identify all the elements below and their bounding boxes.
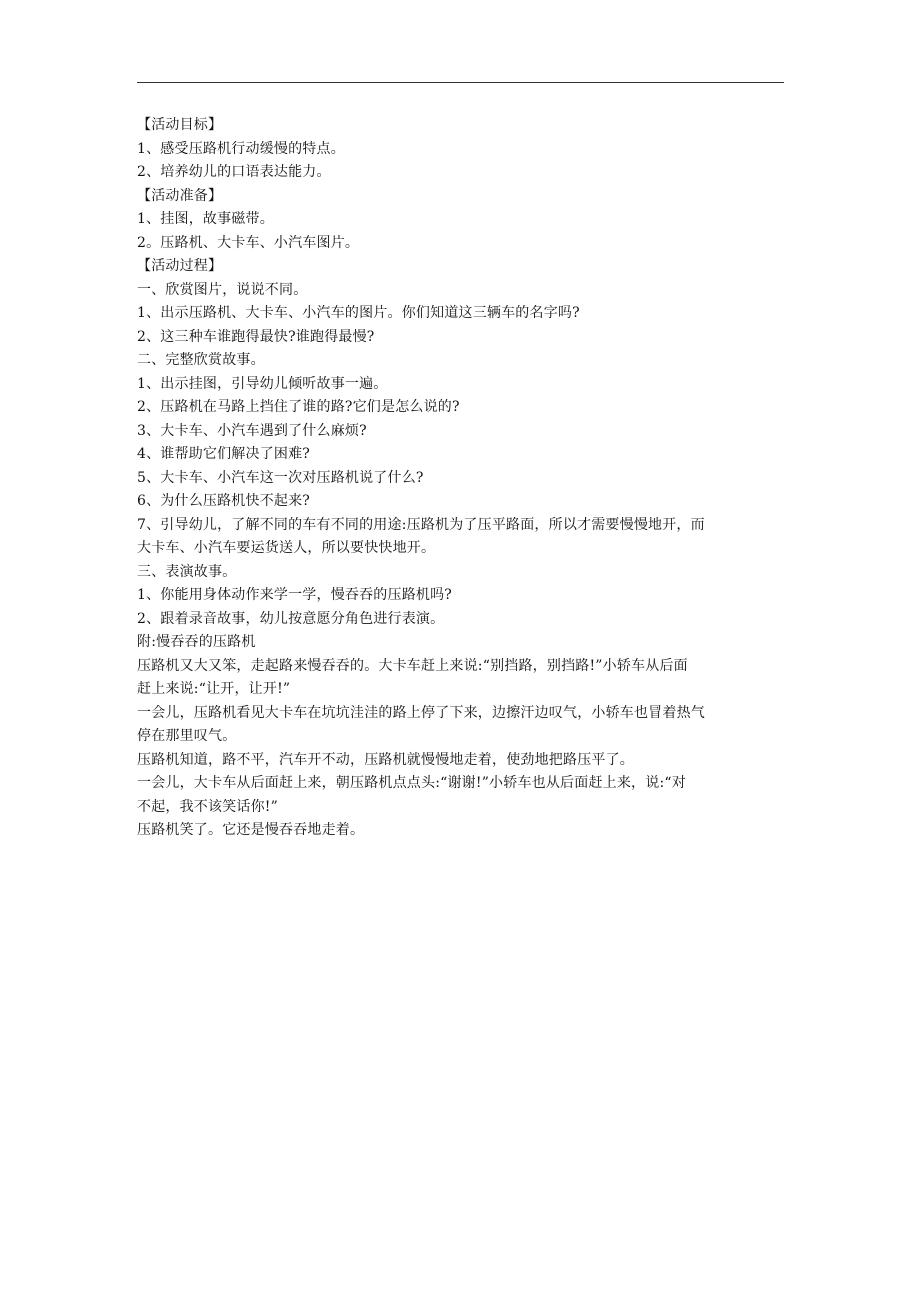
header-rule [137,82,784,83]
text-line: 2、跟着录音故事，幼儿按意愿分角色进行表演。 [137,610,445,627]
text-line: 7、引导幼儿，了解不同的车有不同的用途:压路机为了压平路面，所以才需要慢慢地开，而 [137,516,705,533]
document-body [137,114,797,843]
text-line: 一、欣赏图片，说说不同。 [137,281,308,298]
text-line: 【活动目标】 [137,117,223,133]
text-line: 赶上来说:“让开，让开!” [137,681,291,697]
text-line: 5、大卡车、小汽车这一次对压路机说了什么? [137,469,424,486]
text-line: 不起，我不该笑话你!” [137,798,278,815]
text-line: 一会儿，大卡车从后面赶上来，朝压路机点点头:“谢谢!”小轿车也从后面赶上来，说:“对 [137,775,686,791]
text-line: 大卡车、小汽车要运货送人，所以要快快地开。 [137,540,436,556]
text-line: 停在那里叹气。 [137,728,237,744]
text-line: 4、谁帮助它们解决了困难? [137,446,311,462]
text-line: 1、你能用身体动作来学一学，慢吞吞的压路机吗? [137,587,453,603]
text-line: 附:慢吞吞的压路机 [137,634,256,650]
text-line: 压路机又大又笨，走起路来慢吞吞的。大卡车赶上来说:“别挡路，别挡路!”小轿车从后面 [137,657,688,674]
text-line: 【活动准备】 [137,187,223,204]
text-line: 2、压路机在马路上挡住了谁的路?它们是怎么说的? [137,399,460,415]
text-line: 二、完整欣赏故事。 [137,352,265,368]
text-line: 一会儿，压路机看见大卡车在坑坑洼洼的路上停了下来，边擦汗边叹气，小轿车也冒着热气 [137,704,705,721]
text-line: 压路机笑了。它还是慢吞吞地走着。 [137,822,365,838]
text-line: 1、感受压路机行动缓慢的特点。 [137,140,345,157]
text-line: 1、出示压路机、大卡车、小汽车的图片。你们知道这三辆车的名字吗? [137,305,580,321]
text-line: 三、表演故事。 [137,563,237,580]
text-line: 2、培养幼儿的口语表达能力。 [137,164,331,180]
text-line: 压路机知道，路不平，汽车开不动，压路机就慢慢地走着，使劲地把路压平了。 [137,751,634,768]
text-line: 2。压路机、大卡车、小汽车图片。 [137,234,360,251]
text-line: 1、挂图，故事磁带。 [137,211,274,227]
text-line: 1、出示挂图，引导幼儿倾听故事一遍。 [137,375,388,392]
text-line: 3、大卡车、小汽车遇到了什么麻烦? [137,422,367,439]
text-line: 【活动过程】 [137,258,223,274]
text-line: 2、这三种车谁跑得最快?谁跑得最慢? [137,328,375,345]
text-line: 6、为什么压路机快不起来? [137,493,311,509]
